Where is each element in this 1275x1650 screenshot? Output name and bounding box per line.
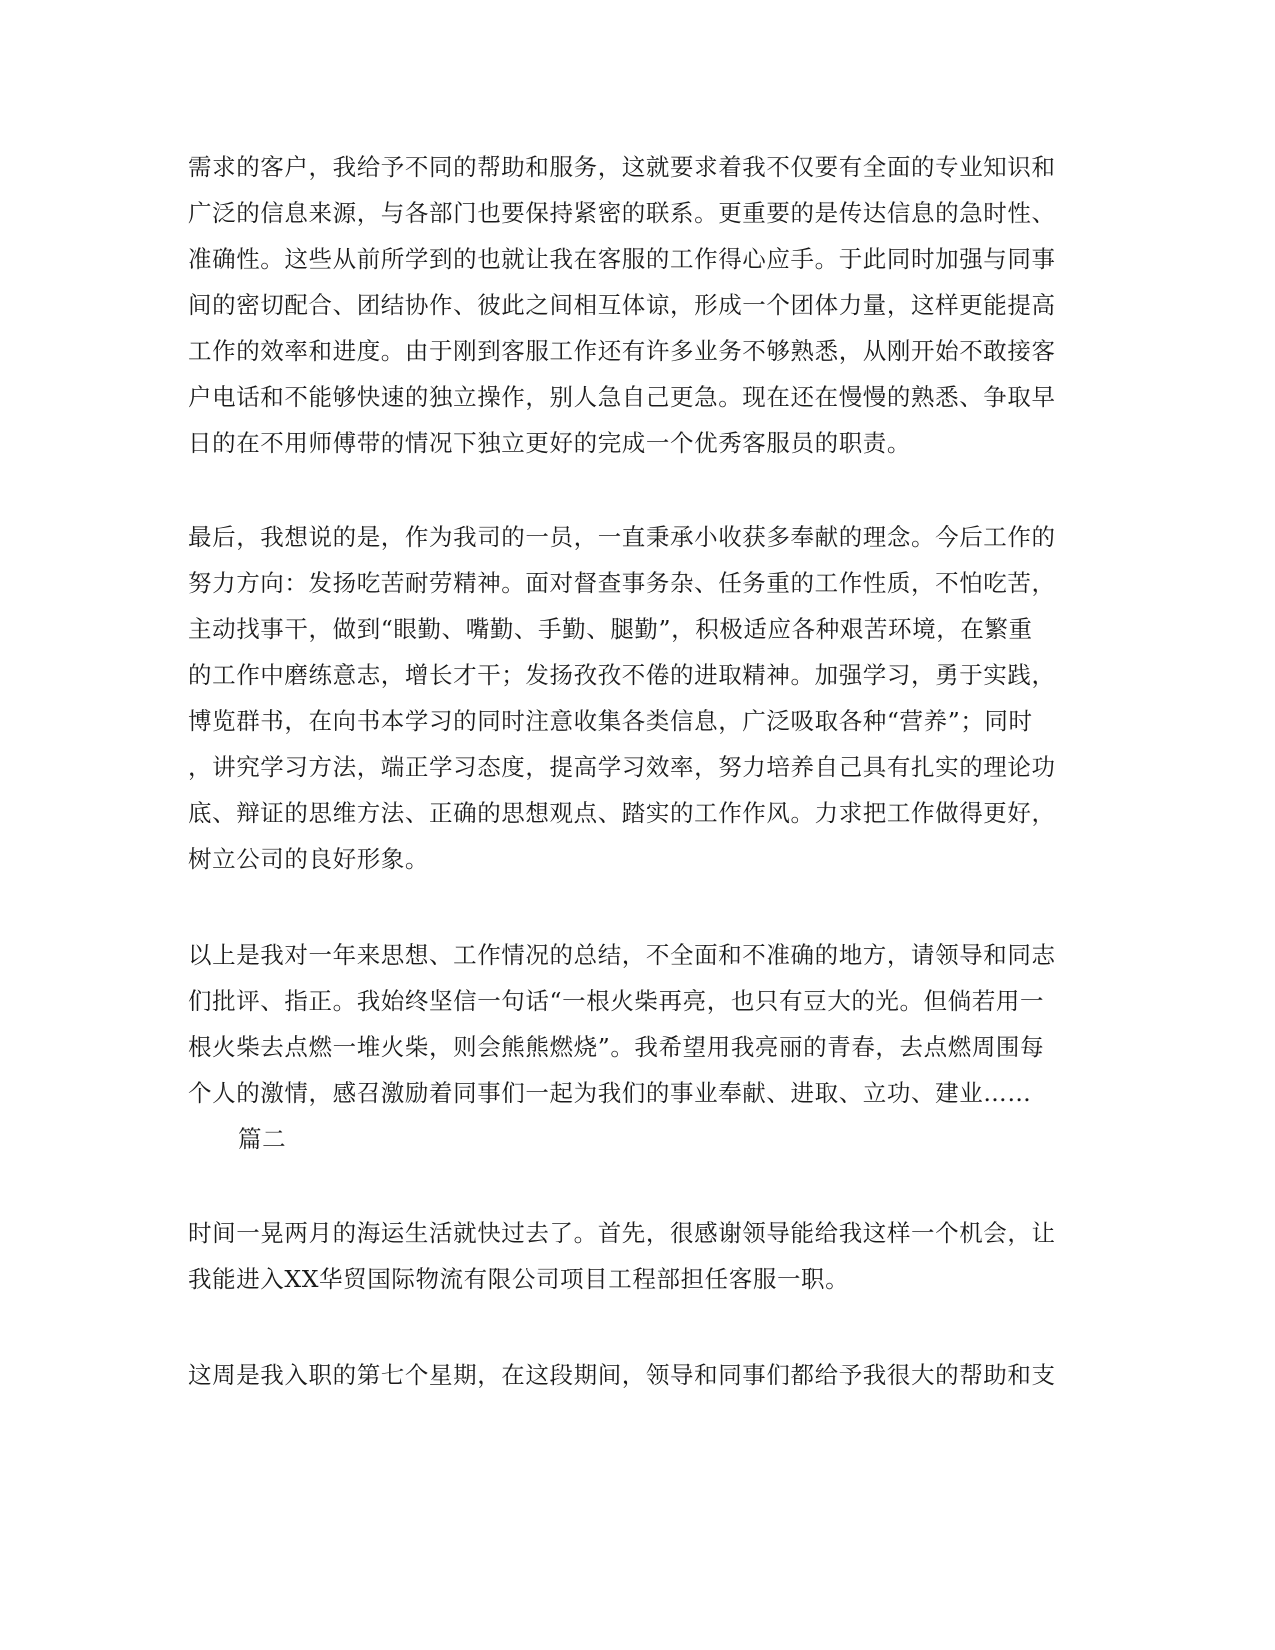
paragraph-1-line-3: 准确性。这些从前所学到的也就让我在客服的工作得心应手。于此同时加强与同事 <box>188 245 1056 273</box>
paragraph-1-line-4: 间的密切配合、团结协作、彼此之间相互体谅，形成一个团体力量，这样更能提高 <box>188 291 1056 319</box>
paragraph-5-line-1: 这周是我入职的第七个星期，在这段期间，领导和同事们都给予我很大的帮助和支 <box>188 1361 1056 1389</box>
paragraph-4-line-2: 我能进入XX华贸国际物流有限公司项目工程部担任客服一职。 <box>188 1265 850 1293</box>
paragraph-1-line-7: 日的在不用师傅带的情况下独立更好的完成一个优秀客服员的职责。 <box>188 429 911 457</box>
paragraph-2-line-8: 树立公司的良好形象。 <box>188 845 429 873</box>
paragraph-2-line-6: ，讲究学习方法，端正学习态度，提高学习效率，努力培养自己具有扎实的理论功 <box>188 753 1056 781</box>
paragraph-3-line-4: 个人的激情，感召激励着同事们一起为我们的事业奉献、进取、立功、建业…… <box>188 1079 1032 1107</box>
paragraph-1-line-2: 广泛的信息来源，与各部门也要保持紧密的联系。更重要的是传达信息的急时性、 <box>188 199 1056 227</box>
paragraph-3-line-3: 根火柴去点燃一堆火柴，则会熊熊燃烧”。我希望用我亮丽的青春，去点燃周围每 <box>188 1033 1045 1061</box>
paragraph-1-line-5: 工作的效率和进度。由于刚到客服工作还有许多业务不够熟悉，从刚开始不敢接客 <box>188 337 1056 365</box>
section-heading: 篇二 <box>238 1125 287 1153</box>
paragraph-4-line-1: 时间一晃两月的海运生活就快过去了。首先，很感谢领导能给我这样一个机会，让 <box>188 1219 1056 1247</box>
paragraph-2-line-5: 博览群书，在向书本学习的同时注意收集各类信息，广泛吸取各种“营养”；同时 <box>188 707 1033 735</box>
paragraph-2-line-1: 最后，我想说的是，作为我司的一员，一直秉承小收获多奉献的理念。今后工作的 <box>188 523 1056 551</box>
paragraph-3-line-2: 们批评、指正。我始终坚信一句话“一根火柴再亮，也只有豆大的光。但倘若用一 <box>188 987 1045 1015</box>
paragraph-2-line-3: 主动找事干，做到“眼勤、嘴勤、手勤、腿勤”，积极适应各种艰苦环境，在繁重 <box>188 615 1033 643</box>
paragraph-2-line-7: 底、辩证的思维方法、正确的思想观点、踏实的工作作风。力求把工作做得更好， <box>188 799 1056 827</box>
paragraph-2-line-4: 的工作中磨练意志，增长才干；发扬孜孜不倦的进取精神。加强学习，勇于实践， <box>188 661 1056 689</box>
paragraph-2-line-2: 努力方向：发扬吃苦耐劳精神。面对督查事务杂、任务重的工作性质，不怕吃苦， <box>188 569 1056 597</box>
paragraph-1-line-6: 户电话和不能够快速的独立操作，别人急自己更急。现在还在慢慢的熟悉、争取早 <box>188 383 1056 411</box>
paragraph-1-line-1: 需求的客户，我给予不同的帮助和服务，这就要求着我不仅要有全面的专业知识和 <box>188 153 1056 181</box>
paragraph-3-line-1: 以上是我对一年来思想、工作情况的总结，不全面和不准确的地方，请领导和同志 <box>188 941 1056 969</box>
